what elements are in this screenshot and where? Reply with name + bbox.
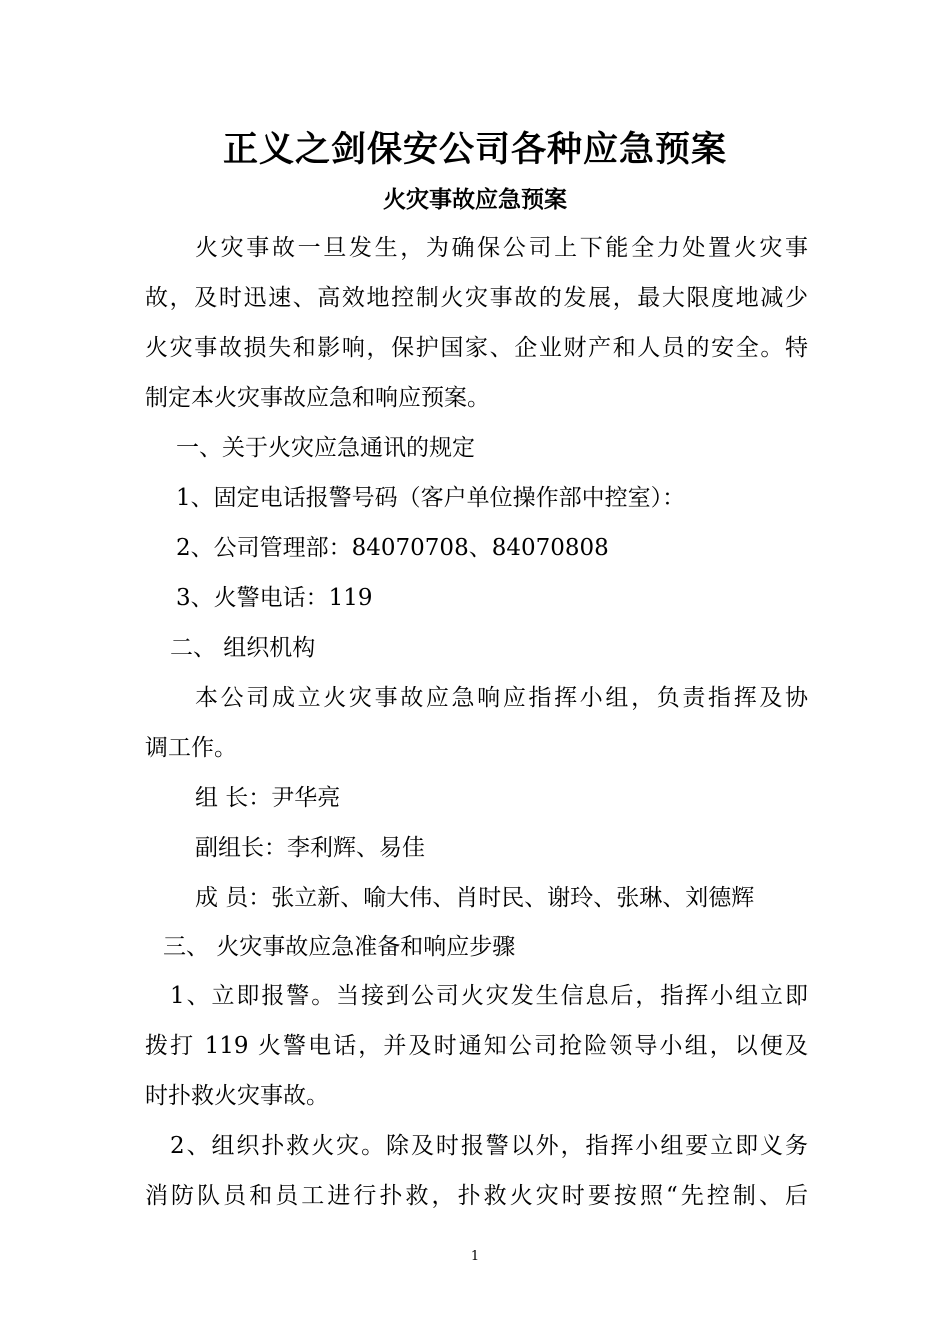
paragraph-line: 火灾事故损失和影响，保护国家、企业财产和人员的安全。特 [145,335,808,361]
paragraph-line: 2、组织扑救火灾。除及时报警以外，指挥小组要立即义务 [170,1133,808,1159]
paragraph-line: 本公司成立火灾事故应急响应指挥小组，负责指挥及协 [195,685,808,711]
paragraph-line: 时扑救火灾事故。 [145,1083,329,1109]
paragraph-line: 调工作。 [145,735,237,761]
section-heading: 三、 火灾事故应急准备和响应步骤 [163,934,516,960]
paragraph-line: 故，及时迅速、高效地控制火灾事故的发展，最大限度地减少 [145,285,808,311]
member-line: 副组长：李利辉、易佳 [195,835,425,861]
document-title: 正义之剑保安公司各种应急预案 [222,129,727,170]
paragraph-line: 制定本火灾事故应急和响应预案。 [145,385,490,411]
document-subtitle: 火灾事故应急预案 [383,186,567,213]
paragraph-line: 拨打 119 火警电话，并及时通知公司抢险领导小组，以便及 [145,1033,808,1059]
paragraph-line: 1、立即报警。当接到公司火灾发生信息后，指挥小组立即 [170,983,808,1009]
member-line: 组 长：尹华亮 [195,785,341,811]
list-item: 3、火警电话：119 [176,585,373,611]
list-item: 2、公司管理部：84070708、84070808 [176,535,609,561]
paragraph-line: 火灾事故一旦发生，为确保公司上下能全力处置火灾事 [195,235,808,261]
section-heading: 一、关于火灾应急通讯的规定 [176,435,475,461]
list-item: 1、固定电话报警号码（客户单位操作部中控室）： [176,485,686,511]
member-line: 成 员：张立新、喻大伟、肖时民、谢玲、张琳、刘德辉 [195,885,755,911]
section-heading: 二、 组织机构 [170,635,316,661]
page-number: 1 [470,1249,480,1264]
paragraph-line: 消防队员和员工进行扑救，扑救火灾时要按照“先控制、后 [145,1183,808,1209]
